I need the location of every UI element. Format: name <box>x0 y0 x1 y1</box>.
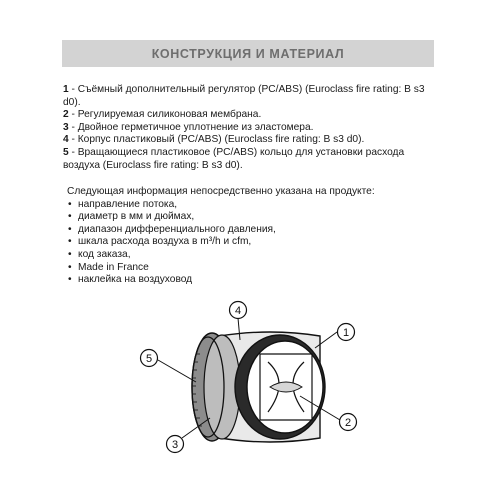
item-number: 5 <box>63 146 69 158</box>
component-item-1 <box>63 84 443 109</box>
item-text: - Корпус пластиковый (PC/ABS) (Euroclass fire rating: B s3 d0). <box>68 134 365 146</box>
component-item-3 <box>63 122 443 135</box>
list-item: • шкала расхода воздуха в m³/h и cfm, <box>67 236 447 249</box>
product-marking-info <box>67 186 447 287</box>
list-item: • диапазон дифференциального давления, <box>67 224 447 237</box>
component-item-5 <box>63 147 443 172</box>
item-number: 3 <box>63 121 69 133</box>
item-text: - Съёмный дополнительный регулятор (PC/ABS) (Euroclass fire rating: B s3 d0). <box>63 84 425 108</box>
component-list <box>63 84 443 172</box>
callout-2 <box>340 414 357 431</box>
callout-number: 3 <box>171 439 179 451</box>
section-header <box>62 40 434 67</box>
callout-number: 1 <box>342 327 350 339</box>
item-number: 4 <box>63 134 69 146</box>
list-item: • направление потока, <box>67 199 447 212</box>
callout-3 <box>167 436 184 453</box>
callout-number: 4 <box>234 305 242 317</box>
callout-4 <box>230 302 247 319</box>
list-item: • код заказа, <box>67 249 447 262</box>
item-text: - Регулируемая силиконовая мембрана. <box>68 109 262 121</box>
info-intro: Следующая информация непосредственно указана на продукте: <box>67 186 375 197</box>
callout-number: 5 <box>145 353 153 365</box>
item-text: - Двойное герметичное уплотнение из эластомера. <box>68 121 314 133</box>
item-text: - Вращающиеся пластиковое (PC/ABS) кольцо для установки расхода воздуха (Euroclass fire rating: B s3 d0). <box>63 146 405 171</box>
callout-number: 2 <box>344 417 352 429</box>
marking-list <box>67 199 447 287</box>
section-title: КОНСТРУКЦИЯ И МАТЕРИАЛ <box>151 46 345 61</box>
list-item: • Made in France <box>67 262 447 275</box>
front-regulator <box>247 341 323 433</box>
component-item-4 <box>63 134 443 147</box>
item-number: 1 <box>63 84 69 95</box>
item-number: 2 <box>63 109 69 121</box>
regulator-diagram <box>130 292 370 462</box>
component-item-2 <box>63 109 443 122</box>
list-item: • наклейка на воздуховод <box>67 274 447 287</box>
callout-1 <box>338 324 355 341</box>
list-item: • диаметр в мм и дюймах, <box>67 211 447 224</box>
callout-5 <box>141 350 158 367</box>
